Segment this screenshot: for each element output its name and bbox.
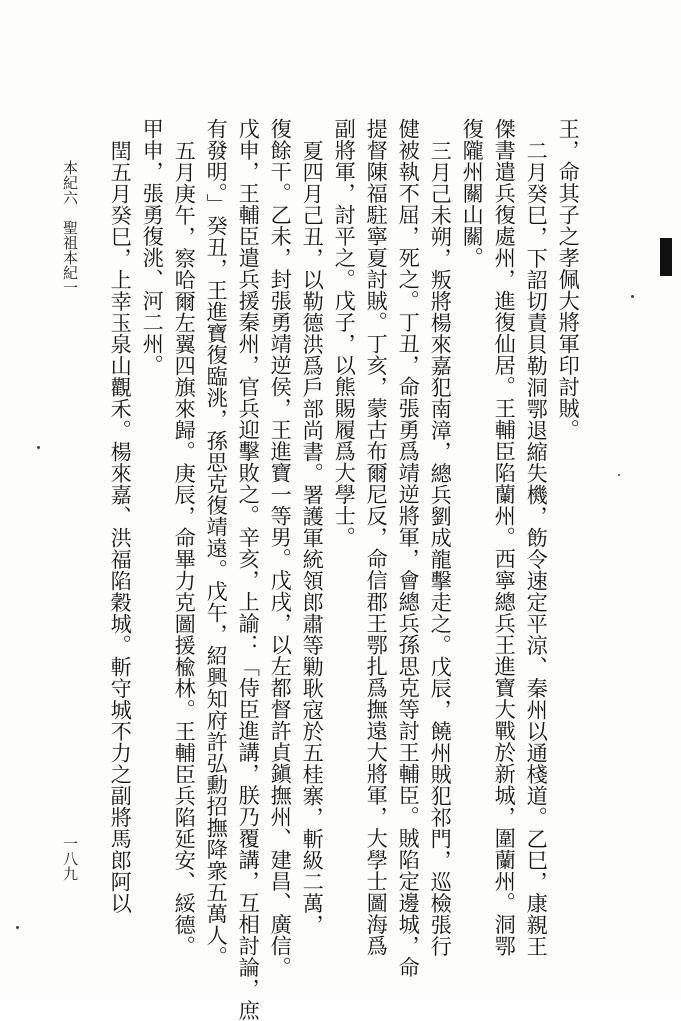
text-column-9: 夏四月己丑，以勒德洪爲戶部尚書。署護軍統領郎肅等勦耿寇於五桂寨，斬級二萬， bbox=[300, 140, 326, 936]
text-column-11: 戊申，王輔臣遣兵援秦州，官兵迎擊敗之。辛亥，上諭：「侍臣進講，朕乃覆講，互相討論，庶 bbox=[236, 118, 262, 1021]
text-column-12: 有發明。」癸丑，王進寶復臨洮，孫思克復靖遠。戊午，紹興知府許弘勳招撫降衆五萬人。 bbox=[204, 118, 230, 968]
text-column-7: 提督陳福駐寧夏討賊。丁亥，蒙古布爾尼反，命信郡王鄂扎爲撫遠大將軍，大學士圖海爲 bbox=[364, 118, 390, 957]
text-column-13: 五月庚午，察哈爾左翼四旗來歸。庚辰，命畢力克圖援楡林。王輔臣兵陷延安、綏德。 bbox=[172, 140, 198, 957]
text-column-5: 三月己未朔，叛將楊來嘉犯南漳，總兵劉成龍擊走之。戊辰，饒州賊犯祁門，巡檢張行 bbox=[428, 140, 454, 957]
page-number: 一八九 bbox=[61, 836, 79, 881]
dust-speck bbox=[618, 474, 620, 476]
text-column-4: 復隴州關山關。 bbox=[460, 118, 486, 269]
text-column-8: 副將軍，討平之。戊子，以熊賜履爲大學士。 bbox=[332, 118, 358, 548]
dust-speck bbox=[37, 446, 40, 449]
text-column-14: 甲申，張勇復洮、河二州。 bbox=[140, 118, 166, 376]
chapter-header: 本紀六 聖祖本紀一 bbox=[61, 160, 79, 295]
text-column-3: 傑書遣兵復處州，進復仙居。王輔臣陷蘭州。西寧總兵王進寶大戰於新城，圍蘭州。洞鄂 bbox=[492, 118, 518, 957]
text-column-2: 二月癸巳，下詔切責貝勒洞鄂退縮失機，飭令速定平涼、秦州以通棧道。乙巳，康親王 bbox=[524, 140, 550, 957]
dust-speck bbox=[631, 295, 634, 298]
text-column-15: 閏五月癸巳，上幸玉泉山觀禾。楊來嘉、洪福陷穀城。斬守城不力之副將馬郎阿以 bbox=[108, 140, 134, 914]
binding-mark bbox=[660, 238, 672, 276]
dust-speck bbox=[16, 926, 19, 929]
text-column-6: 健被執不屈，死之。丁丑，命張勇爲靖逆將軍，會總兵孫思克等討王輔臣。賊陷定邊城，命 bbox=[396, 118, 422, 978]
text-column-1: 王，命其子之孝佩大將軍印討賊。 bbox=[556, 118, 582, 441]
text-column-10: 復餘干。乙未，封張勇靖逆侯，王進寶一等男。戊戌，以左都督許貞鎭撫州、建昌、廣信。 bbox=[268, 118, 294, 978]
